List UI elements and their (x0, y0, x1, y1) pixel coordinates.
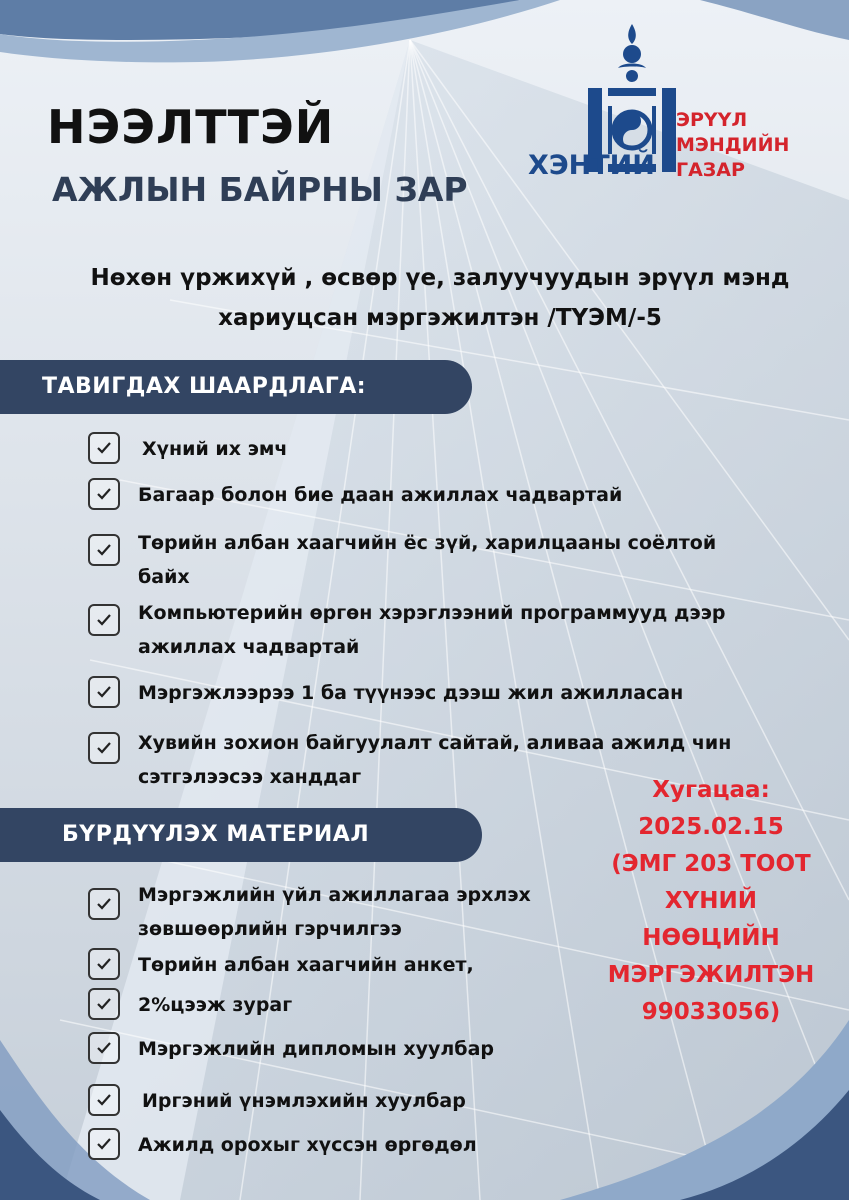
deadline-contact-line: (ЭМГ 203 ТООТ (611, 851, 811, 877)
requirement-item (88, 676, 828, 710)
page-subtitle: АЖЛЫН БАЙРНЫ ЗАР (52, 170, 468, 209)
checkbox-check-icon (88, 1032, 120, 1064)
requirement-text: Хүний их эмч (142, 438, 288, 460)
deadline-contact-line: МЭРГЭЖИЛТЭН (607, 962, 815, 988)
deadline-contact-line: ХҮНИЙ (664, 888, 758, 914)
checkbox-check-icon (88, 432, 120, 464)
material-item (88, 1032, 648, 1066)
deadline-phone: 99033056) (641, 999, 781, 1025)
requirement-item (88, 526, 768, 594)
material-item (88, 878, 648, 946)
deadline-contact-line: НӨӨЦИЙН (642, 925, 780, 951)
checkbox-check-icon (88, 534, 120, 566)
requirement-item (88, 432, 588, 466)
checkbox-check-icon (88, 988, 120, 1020)
checkbox-check-icon (88, 888, 120, 920)
material-text: Мэргэжлийн дипломын хуулбар (138, 1038, 494, 1060)
deadline-label: Хугацаа: (652, 777, 770, 803)
checkbox-check-icon (88, 1128, 120, 1160)
material-item (88, 948, 588, 982)
material-item (88, 1084, 648, 1118)
requirement-text: Мэргэжлээрээ 1 ба түүнээс дээш жил ажилласан (138, 682, 684, 704)
deadline-date: 2025.02.15 (638, 814, 784, 840)
requirement-item (88, 596, 828, 664)
checkbox-check-icon (88, 604, 120, 636)
material-text: Төрийн албан хаагчийн анкет, (138, 954, 474, 976)
requirement-text: Багаар болон бие даан ажиллах чадвартай (138, 484, 623, 506)
page-title: НЭЭЛТТЭЙ (47, 100, 335, 154)
checkbox-check-icon (88, 676, 120, 708)
material-text: Мэргэжлийн үйл ажиллагаа эрхлэх зөвшөөрлийн гэрчилгээ (138, 884, 531, 940)
checkbox-check-icon (88, 732, 120, 764)
material-text: 2%цээж зураг (138, 994, 293, 1016)
position-title: Нөхөн үржихүй , өсвөр үе, залуучуудын эрүүл мэнд хариуцсан мэргэжилтэн /ТҮЭМ/-5 (90, 265, 790, 331)
materials-banner: БҮРДҮҮЛЭХ МАТЕРИАЛ (0, 808, 482, 862)
logo-name: ХЭНТИЙ (528, 150, 655, 181)
deadline-notice (576, 772, 846, 1031)
requirement-item (88, 478, 788, 512)
requirements-banner: ТАВИГДАХ ШААРДЛАГА: (0, 360, 472, 414)
checkbox-check-icon (88, 1084, 120, 1116)
material-item (88, 1128, 648, 1162)
logo-org-name: ЭРҮҮЛ МЭНДИЙН ГАЗАР (676, 109, 790, 181)
material-item (88, 988, 568, 1022)
requirement-text: Төрийн албан хаагчийн ёс зүй, харилцааны соёлтой байх (138, 532, 717, 588)
requirement-text: Хувийн зохион байгуулалт сайтай, аливаа ажилд чин сэтгэлээсээ ханддаг (138, 732, 732, 788)
requirement-text: Компьютерийн өргөн хэрэглээний программууд дээр ажиллах чадвартай (138, 602, 726, 658)
material-text: Иргэний үнэмлэхийн хуулбар (142, 1090, 466, 1112)
checkbox-check-icon (88, 948, 120, 980)
material-text: Ажилд орохыг хүссэн өргөдөл (138, 1134, 477, 1156)
checkbox-check-icon (88, 478, 120, 510)
